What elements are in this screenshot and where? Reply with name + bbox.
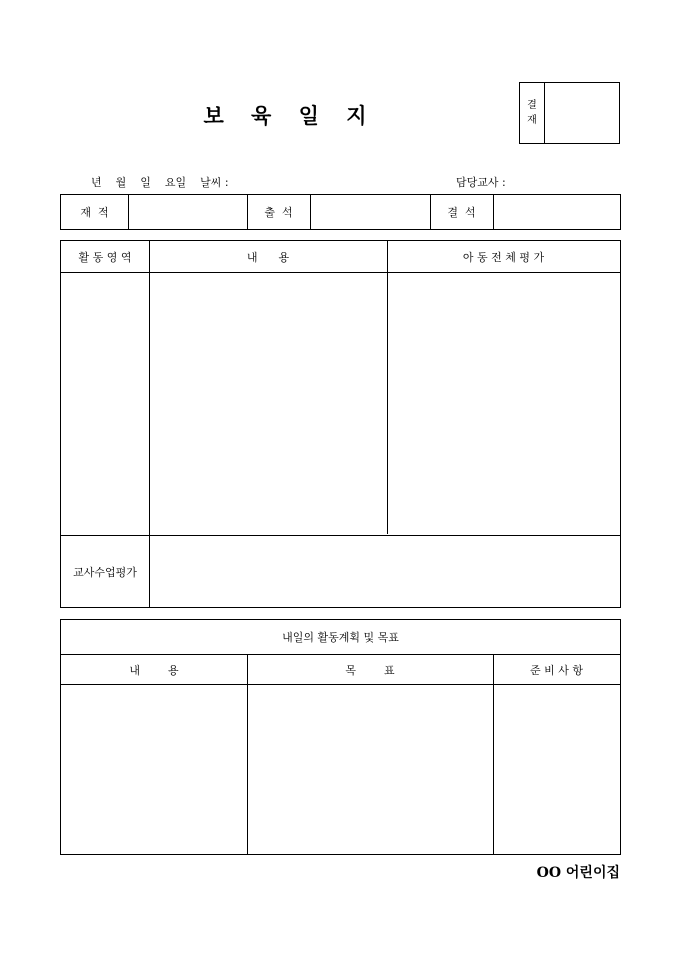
approval-label-line1: 결 bbox=[527, 100, 537, 111]
activity-content-header: 내 용 bbox=[246, 250, 290, 264]
present-value[interactable] bbox=[310, 195, 430, 229]
approval-signature-field[interactable] bbox=[545, 83, 619, 143]
plan-content-cell[interactable] bbox=[61, 685, 247, 854]
present-label: 출 석 bbox=[264, 206, 293, 219]
teacher-evaluation-label: 교사수업평가 bbox=[73, 565, 137, 579]
page-title: 보 육 일 지 bbox=[203, 103, 377, 128]
teacher-evaluation-cell[interactable] bbox=[149, 536, 620, 607]
enrolled-label: 재 적 bbox=[80, 206, 109, 219]
absent-value[interactable] bbox=[493, 195, 620, 229]
plan-goal-header: 목 표 bbox=[345, 663, 395, 677]
date-weather-line: 년 월 일 요일 날씨 : bbox=[91, 176, 229, 189]
plan-table bbox=[60, 619, 621, 855]
approval-box bbox=[519, 82, 620, 144]
daycare-name: OO 어린이집 bbox=[536, 865, 620, 881]
attendance-row bbox=[60, 194, 621, 230]
plan-prep-header: 준 비 사 항 bbox=[530, 663, 583, 677]
absent-label: 결 석 bbox=[447, 206, 476, 219]
enrolled-value[interactable] bbox=[128, 195, 247, 229]
child-evaluation-header: 아 동 전 체 평 가 bbox=[462, 250, 545, 264]
activity-content-cell[interactable] bbox=[149, 273, 387, 535]
activity-area-cell[interactable] bbox=[61, 273, 149, 535]
plan-goal-cell[interactable] bbox=[247, 685, 493, 854]
plan-title: 내일의 활동계획 및 목표 bbox=[282, 631, 399, 644]
child-evaluation-cell[interactable] bbox=[387, 273, 620, 535]
activity-area-header: 활 동 영 역 bbox=[78, 250, 132, 264]
approval-label bbox=[520, 83, 545, 143]
plan-prep-cell[interactable] bbox=[493, 685, 620, 854]
plan-content-header: 내 용 bbox=[129, 663, 179, 677]
teacher-line: 담당교사 : bbox=[456, 176, 506, 189]
activity-table bbox=[60, 240, 621, 608]
approval-label-line2: 재 bbox=[527, 115, 537, 126]
